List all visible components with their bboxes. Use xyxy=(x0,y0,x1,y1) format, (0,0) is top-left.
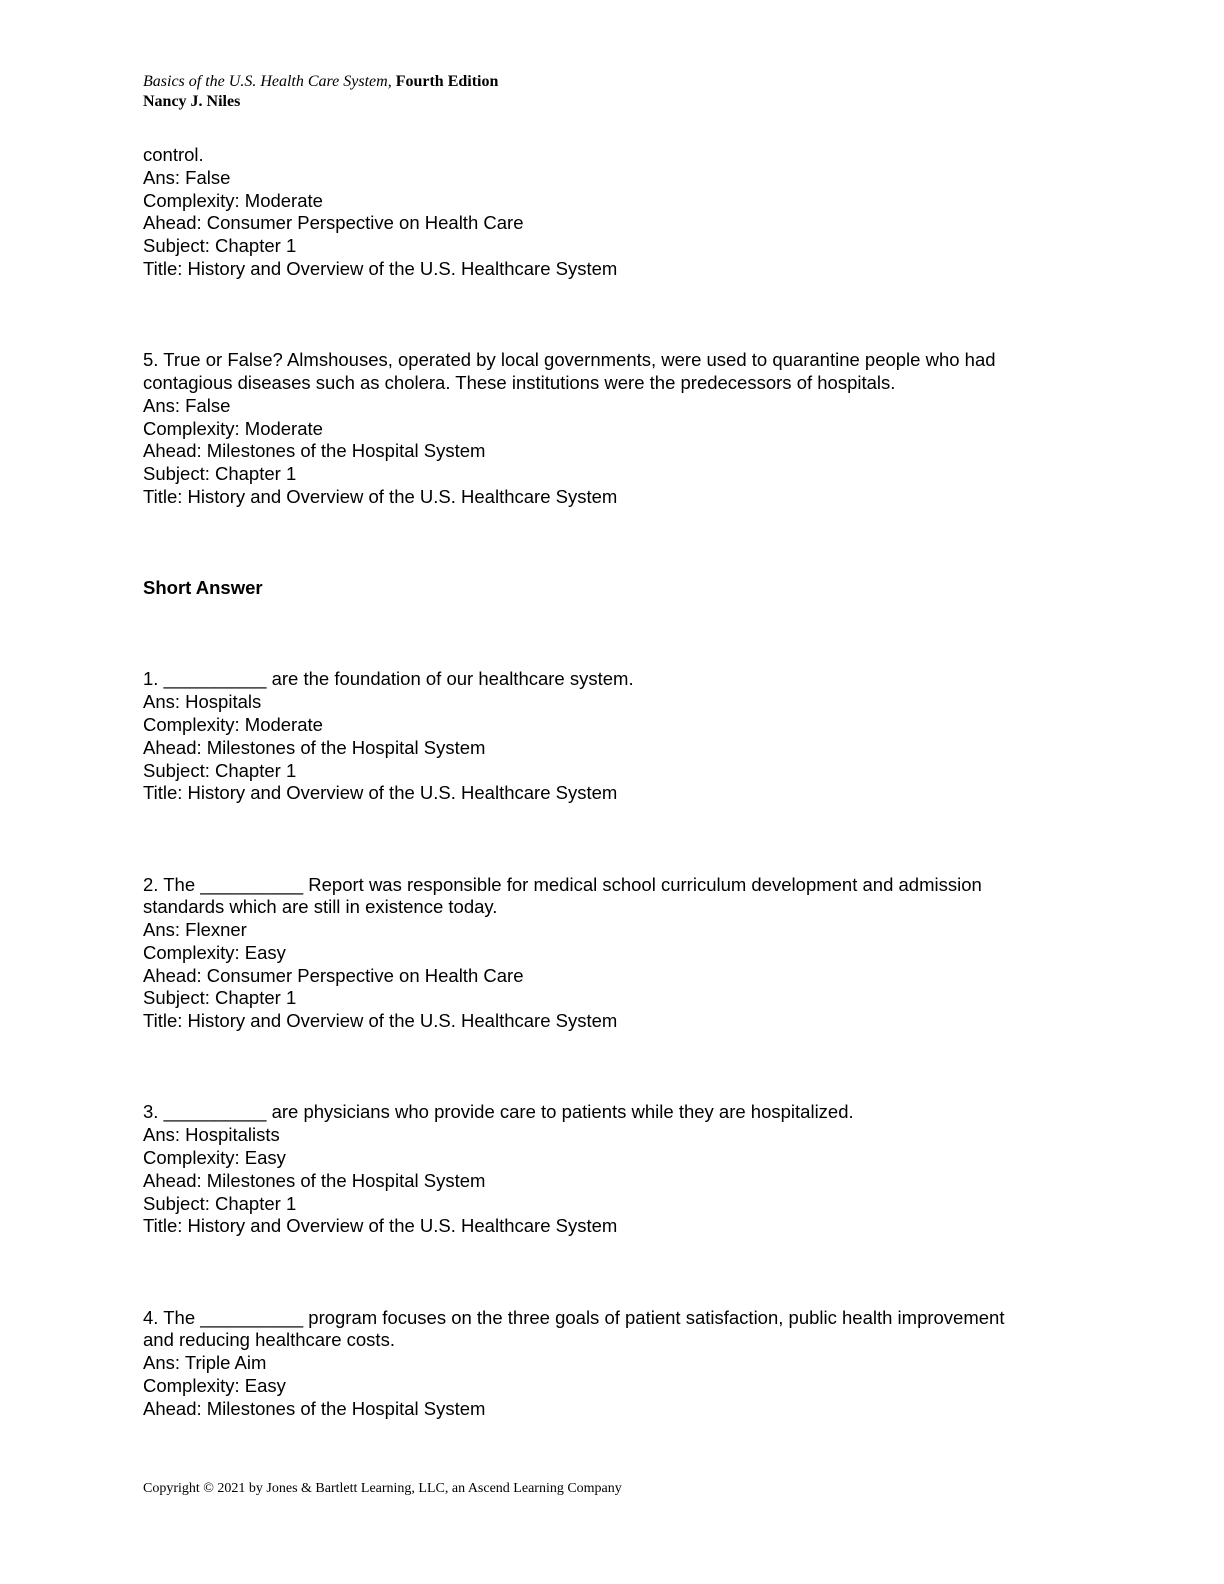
complexity: Complexity: Moderate xyxy=(143,189,323,211)
subject: Subject: Chapter 1 xyxy=(143,235,297,257)
answer: Ans: Triple Aim xyxy=(143,1352,267,1374)
question-text: 2. The __________ Report was responsible for medical school curriculum development and admission xyxy=(143,873,982,895)
title: Title: History and Overview of the U.S. Healthcare System xyxy=(143,485,618,507)
question-text: 5. True or False? Almshouses, operated by local governments, were used to quarantine people who had xyxy=(143,349,996,371)
complexity: Complexity: Easy xyxy=(143,1375,286,1397)
section-heading-short-answer: Short Answer xyxy=(143,577,263,599)
subject: Subject: Chapter 1 xyxy=(143,759,297,781)
book-title: Basics of the U.S. Health Care System, xyxy=(143,73,392,90)
short-answer-1 xyxy=(143,668,1083,805)
answer: Ans: False xyxy=(143,394,231,416)
complexity: Complexity: Easy xyxy=(143,1147,286,1169)
question-text: contagious diseases such as cholera. These institutions were the predecessors of hospitals. xyxy=(143,371,896,393)
answer: Ans: False xyxy=(143,166,231,188)
title: Title: History and Overview of the U.S. Healthcare System xyxy=(143,782,618,804)
answer: Ans: Flexner xyxy=(143,919,247,941)
question-5 xyxy=(143,349,1083,509)
ahead: Ahead: Milestones of the Hospital System xyxy=(143,1397,486,1419)
subject: Subject: Chapter 1 xyxy=(143,463,297,485)
answer: Ans: Hospitals xyxy=(143,691,262,713)
complexity: Complexity: Easy xyxy=(143,941,286,963)
answer: Ans: Hospitalists xyxy=(143,1124,280,1146)
title: Title: History and Overview of the U.S. Healthcare System xyxy=(143,1010,618,1032)
complexity: Complexity: Moderate xyxy=(143,417,323,439)
subject: Subject: Chapter 1 xyxy=(143,987,297,1009)
ahead: Ahead: Milestones of the Hospital System xyxy=(143,440,486,462)
page-footer xyxy=(143,1480,622,1498)
question-text: 4. The __________ program focuses on the three goals of patient satisfaction, public health improvement xyxy=(143,1306,1005,1328)
ahead: Ahead: Consumer Perspective on Health Care xyxy=(143,964,524,986)
question-text: 1. __________ are the foundation of our healthcare system. xyxy=(143,668,634,690)
question-text: standards which are still in existence today. xyxy=(143,896,498,918)
short-answer-3 xyxy=(143,1101,1083,1238)
complexity: Complexity: Moderate xyxy=(143,713,323,735)
page-header xyxy=(143,72,498,112)
book-edition: Fourth Edition xyxy=(395,73,499,90)
book-author: Nancy J. Niles xyxy=(143,93,241,110)
question-text: control. xyxy=(143,144,204,165)
ahead: Ahead: Consumer Perspective on Health Care xyxy=(143,212,524,234)
short-answer-4 xyxy=(143,1307,1083,1421)
title: Title: History and Overview of the U.S. Healthcare System xyxy=(143,1215,618,1237)
title: Title: History and Overview of the U.S. Healthcare System xyxy=(143,257,618,279)
subject: Subject: Chapter 1 xyxy=(143,1192,297,1214)
short-answer-2 xyxy=(143,874,1083,1034)
ahead: Ahead: Milestones of the Hospital System xyxy=(143,736,486,758)
ahead: Ahead: Milestones of the Hospital System xyxy=(143,1169,486,1191)
question-text: 3. __________ are physicians who provide care to patients while they are hospitalized. xyxy=(143,1101,854,1123)
copyright-notice: Copyright © 2021 by Jones & Bartlett Learning, LLC, an Ascend Learning Company xyxy=(143,1481,622,1496)
page-content xyxy=(143,144,1083,1421)
question-text: and reducing healthcare costs. xyxy=(143,1329,395,1351)
continued-question xyxy=(143,144,1083,281)
